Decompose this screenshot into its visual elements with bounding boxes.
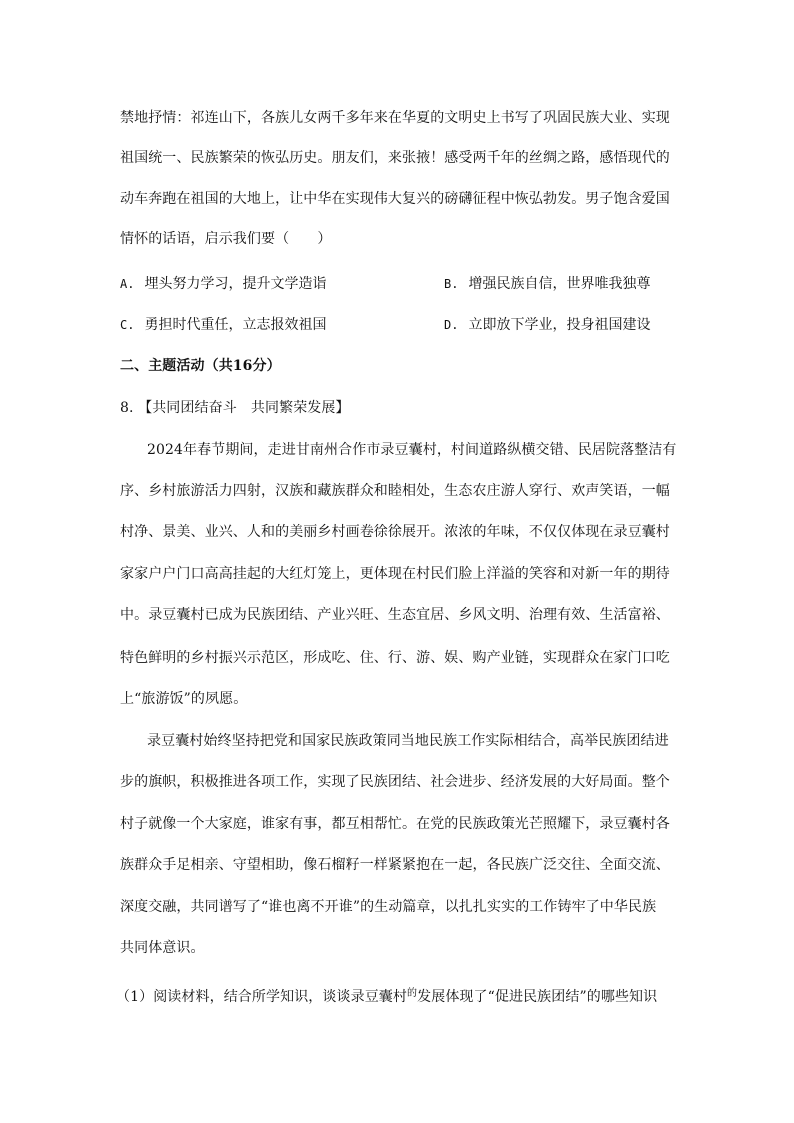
paragraph-line: 村子就像一个大家庭，谁家有事，都互相帮忙。在党的民族政策光芒照耀下，录豆囊村各 xyxy=(120,816,670,832)
option-text: 立即放下学业，投身祖国建设 xyxy=(468,317,651,333)
option-letter: A. xyxy=(120,277,135,291)
paragraph-line: 家家户户门口高高挂起的大红灯笼上，更体现在村民们脸上洋溢的笑容和对新一年的期待 xyxy=(120,566,670,582)
paragraph-line: 步的旗帜，积极推进各项工作，实现了民族团结、社会进步、经济发展的大好局面。整个 xyxy=(120,774,670,790)
paragraph-line: 族群众手足相亲、守望相助，像石榴籽一样紧紧抱在一起，各民族广泛交往、全面交流、 xyxy=(120,857,670,873)
option-c xyxy=(120,315,326,335)
option-letter: B. xyxy=(444,277,459,291)
intro-line: 禁地抒情：祁连山下，各族儿女两千多年来在华夏的文明史上书写了巩固民族大业、实现 xyxy=(120,110,670,126)
paragraph-line: 上“旅游饭”的夙愿。 xyxy=(120,691,248,707)
paragraph-line: 深度交融，共同谱写了“谁也离不开谁”的生动篇章，以扎扎实实的工作铸牢了中华民族 xyxy=(120,899,657,915)
intro-line: 祖国统一、民族繁荣的恢弘历史。朋友们，来张掖！感受两千年的丝绸之路，感悟现代的 xyxy=(120,150,670,166)
intro-line: 动车奔跑在祖国的大地上，让中华在实现伟大复兴的磅礴征程中恢弘勃发。男子饱含爱国 xyxy=(120,191,670,207)
option-text: 勇担时代重任，立志报效祖国 xyxy=(144,317,327,333)
option-b xyxy=(444,274,650,294)
sub-question-suffix: 发展体现了“促进民族团结”的哪些知识 xyxy=(417,989,658,1005)
option-letter: C. xyxy=(120,318,135,332)
option-letter: D. xyxy=(444,318,459,332)
option-d xyxy=(444,315,650,335)
paragraph-line: 录豆囊村始终坚持把党和国家民族政策同当地民族工作实际相结合，高举民族团结进 xyxy=(147,733,669,749)
section-heading: 二、主题活动（共16分） xyxy=(120,358,281,374)
option-text: 埋头努力学习，提升文学造诣 xyxy=(144,276,327,292)
paragraph-line: 序、乡村旅游活力四射，汉族和藏族群众和睦相处，生态农庄游人穿行、欢声笑语，一幅 xyxy=(120,483,670,499)
paragraph-line: 共同体意识。 xyxy=(120,940,205,956)
sub-question-1 xyxy=(116,987,657,1009)
paragraph-line: 中。录豆囊村已成为民族团结、产业兴旺、生态宜居、乡风文明、治理有效、生活富裕、 xyxy=(120,607,670,623)
paragraph-line: 特色鲜明的乡村振兴示范区，形成吃、住、行、游、娱、购产业链，实现群众在家门口吃 xyxy=(120,650,670,666)
paragraph-line: 村净、景美、业兴、人和的美丽乡村画卷徐徐展开。浓浓的年味，不仅仅体现在录豆囊村 xyxy=(120,524,670,540)
question-title: 8. 【共同团结奋斗 共同繁荣发展】 xyxy=(120,400,350,416)
option-a xyxy=(120,274,326,294)
intro-line: 情怀的话语，启示我们要（ ） xyxy=(120,231,332,247)
sub-question-prefix: （1）阅读材料，结合所学知识，谈谈录豆囊村 xyxy=(116,989,408,1005)
option-text: 增强民族自信，世界唯我独尊 xyxy=(468,276,651,292)
sub-question-small-char: 的 xyxy=(407,988,418,999)
paragraph-line: 2024年春节期间，走进甘南州合作市录豆囊村，村间道路纵横交错、民居院落整洁有 xyxy=(147,442,677,458)
